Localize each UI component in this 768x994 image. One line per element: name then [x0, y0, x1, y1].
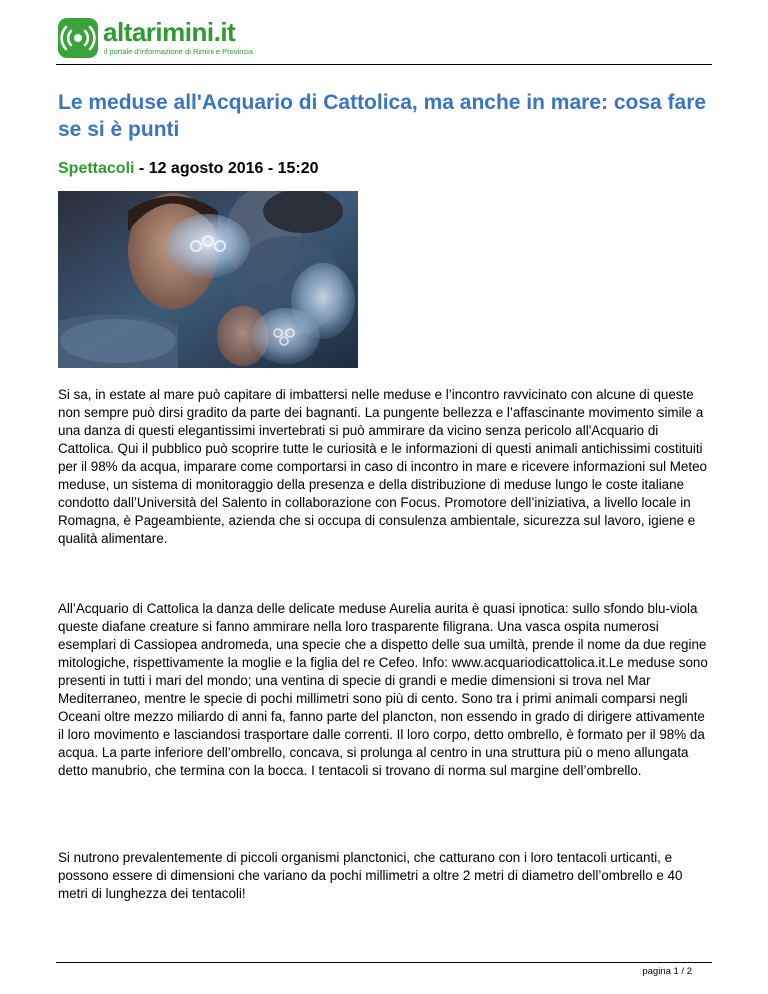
article-category-link[interactable]: Spettacoli — [58, 160, 135, 177]
jellyfish-aquarium-photo — [58, 191, 358, 368]
meta-separator: - — [134, 160, 149, 177]
article-date: 12 agosto 2016 - 15:20 — [148, 160, 319, 177]
article-title: Le meduse all'Acquario di Cattolica, ma anche in mare: cosa fare se si è punti — [58, 91, 707, 141]
header-divider — [56, 64, 712, 65]
site-name: altarimini.it — [103, 17, 236, 47]
article-image — [58, 191, 358, 368]
page-number: pagina 1 / 2 — [642, 966, 692, 977]
article-paragraph: Si nutrono prevalentemente di piccoli organismi planctonici, che catturano con i loro tentacoli urticanti, e possono essere di dimensioni che variano da pochi millimetri a oltre 2 metri di diametro dell’ombrello e 40 metri di lunghezza dei tentacoli! — [58, 850, 683, 901]
site-logo[interactable] — [58, 16, 253, 60]
broadcast-icon — [58, 18, 98, 58]
site-tagline: il portale d'informazione di Rimini e Provincia — [104, 47, 253, 56]
article-paragraph: Si sa, in estate al mare può capitare di imbattersi nelle meduse e l’incontro ravvicinato con alcune di queste non sempre può dirsi gradito da parte dei bagnanti. La pungente bellezza e l’affascinante movimento simile a una danza di questi elegantissimi invertebrati si può ammirare da vicino senza pericolo all'Acquario di Cattolica. Qui il pubblico può scoprire tutte le curiosità e le informazioni di questi animali antichissimi costituiti per il 98% da acqua, imparare come comportarsi in caso di incontro in mare e ricevere informazioni sul Meteo meduse, un sistema di monitoraggio della presenza e della distribuzione di meduse lungo le coste italiane condotto dall’Università del Salento in collaborazione con Focus. Promotore dell’iniziativa, a livello locale in Romagna, è Pageambiente, azienda che si occupa di consulenza ambientale, sicurezza sul lavoro, igiene e qualità alimentare. — [58, 387, 707, 546]
article-meta — [58, 160, 319, 178]
footer-divider — [56, 962, 712, 963]
article-paragraph: All’Acquario di Cattolica la danza delle delicate meduse Aurelia aurita è quasi ipnotica: sullo sfondo blu-viola queste diafane creature si fanno ammirare nella loro trasparente filigrana. Una vasca ospita numerosi esemplari di Cassiopea andromeda, una specie che a dispetto delle sua umiltà, prende il nome da due regine mitologiche, rispettivamente la moglie e la figlia del re Cefeo. Info: www.acquariodicattolica.it.Le meduse sono presenti in tutti i mari del mondo; una ventina di specie di grandi e medie dimensioni si trova nel Mar Mediterraneo, mentre le specie di pochi millimetri sono più di cento. Sono tra i primi animali comparsi negli Oceani oltre mezzo miliardo di anni fa, fanno parte del plancton, non essendo in grado di dirigere attivamente il loro movimento e lasciandosi trasportare dalle correnti. Il loro corpo, detto ombrello, è formato per il 98% da acqua. La parte inferiore dell’ombrello, concava, si prolunga al centro in una struttura più o meno allungata detto manubrio, che termina con la bocca. I tentacoli si trovano di norma sul margine dell’ombrello. — [58, 601, 708, 778]
